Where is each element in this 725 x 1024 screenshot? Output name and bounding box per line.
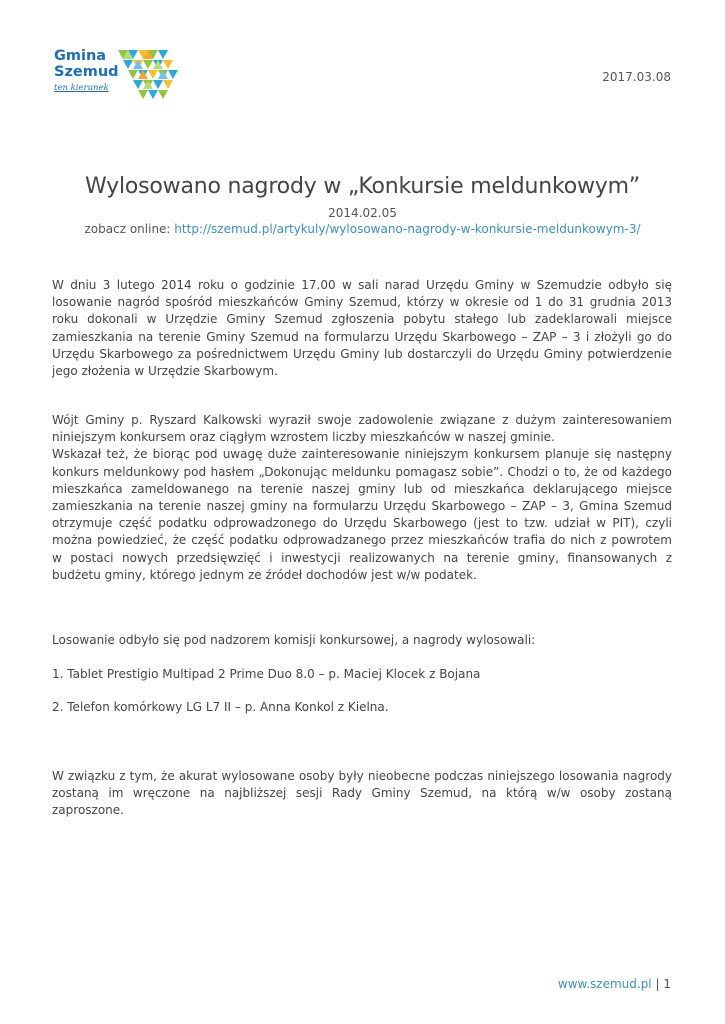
logo-tagline: ten kierunek [54,83,109,93]
logo-line-1: Gmina [54,48,107,64]
paragraph-text: W związku z tym, że akurat wylosowane osoby były nieobecne podczas niniejszego losowania nagrody zostaną im wręczone na najbliższej sesji Rady Gminy Szemud, na którą w/w osoby zostaną zaproszone. [52,769,672,818]
paragraph-2 [52,412,672,584]
footer [558,977,671,991]
gmina-szemud-logo[interactable] [54,48,178,104]
paragraph-text: Wójt Gminy p. Ryszard Kalkowski wyraził swoje zadowolenie związane z dużym zainteresowaniem niniejszym konkursem oraz ciągłym wzrostem liczby mieszkańców w naszej gminie. [52,413,672,445]
paragraph-text: W dniu 3 lutego 2014 roku o godzinie 17.00 w sali narad Urzędu Gminy w Szemudzie odbyło się losowanie nagród spośród mieszkańców Gminy Szemud, którzy w okresie od 1 do 31 grudnia 2013 roku dokonali w Urzędzie Gminy Szemud zgłoszenia pobytu stałego lub zadeklarowali miejsce zamieszkania na terenie Gminy Szemud na formularzu Urzędu Skarbowego – ZAP – 3 i złożyli go do Urzędu Skarbowego za pośrednictwem Urzędu Gminy lub dostarczyli do Urzędu Gminy potwierdzenie jego złożenia w Urzędzie Skarbowym. [52,278,672,379]
footer-separator: | [655,977,660,991]
list-item: 1. Tablet Prestigio Multipad 2 Prime Duo 8.0 – p. Maciej Klocek z Bojana [52,667,481,681]
paragraph-4 [52,632,672,649]
list-item: 2. Telefon komórkowy LG L7 II – p. Anna Konkol z Kielna. [52,700,389,714]
prize-item-1 [52,666,672,683]
triangle-mosaic-icon [118,50,178,102]
prize-item-2 [52,699,672,716]
online-url-link[interactable]: http://szemud.pl/artykuly/wylosowano-nagrody-w-konkursie-meldunkowym-3/ [174,222,641,236]
article-date: 2014.02.05 [328,206,397,220]
paragraph-text: Losowanie odbyło się pod nadzorem komisji konkursowej, a nagrody wylosowali: [52,633,536,647]
logo-wordmark [54,48,119,93]
paragraph-1 [52,277,672,380]
logo-line-2: Szemud [54,64,119,80]
online-label: zobacz online: [84,222,171,236]
online-link-line [0,222,725,236]
page-number: 1 [663,977,671,991]
footer-site-link[interactable]: www.szemud.pl [557,977,652,991]
article-title: Wylosowano nagrody w „Konkursie meldunkowym” [84,174,640,199]
paragraph-7 [52,768,672,820]
header-date: 2017.03.08 [602,70,671,84]
paragraph-text: Wskazał też, że biorąc pod uwagę duże zainteresowanie niniejszym konkursem planuje się następny konkurs meldunkowy pod hasłem „Dokonując meldunku pomagasz sobie”. Chodzi o to, że od każdego mieszkańca zameldowanego na terenie naszej gminy lub od mieszkańca deklarującego miejsce zamieszkania na terenie naszej gminy na formularzu Urzędu Skarbowego – ZAP – 3, Gmina Szemud otrzymuje część podatku odprowadzonego do Urzędu Skarbowego (jest to tzw. udział w PIT), czyli można powiedzieć, że część podatku odprowadzanego przez mieszkańców trafia do nich z powrotem w postaci nowych przedsięwzięć i inwestycji realizowanych na terenie gminy, finansowanych z budżetu gminy, którego jednym ze źródeł dochodów jest w/w podatek. [52,447,672,582]
